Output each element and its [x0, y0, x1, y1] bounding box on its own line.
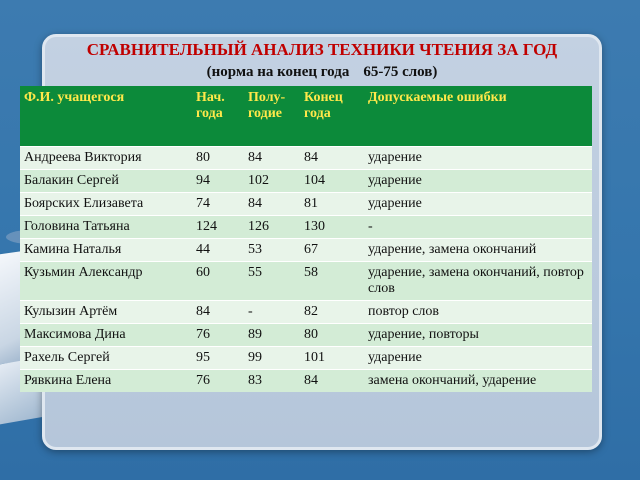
student-name: Рахель Сергей [20, 347, 192, 370]
half-score: 99 [244, 347, 300, 370]
table-row [20, 262, 592, 301]
student-name: Рявкина Елена [20, 370, 192, 393]
end-score: 58 [300, 262, 364, 301]
end-score: 104 [300, 170, 364, 193]
student-name: Кулызин Артём [20, 301, 192, 324]
start-score: 124 [192, 216, 244, 239]
errors-text: ударение, замена окончаний, повтор слов [364, 262, 592, 301]
table-row [20, 324, 592, 347]
half-score: 84 [244, 147, 300, 170]
student-name: Боярских Елизавета [20, 193, 192, 216]
student-name: Камина Наталья [20, 239, 192, 262]
end-score: 84 [300, 147, 364, 170]
errors-text: ударение, повторы [364, 324, 592, 347]
student-name: Балакин Сергей [20, 170, 192, 193]
end-score: 84 [300, 370, 364, 393]
student-name: Максимова Дина [20, 324, 192, 347]
start-score: 80 [192, 147, 244, 170]
half-score: 83 [244, 370, 300, 393]
half-score: 89 [244, 324, 300, 347]
half-score: 53 [244, 239, 300, 262]
half-score: - [244, 301, 300, 324]
errors-text: повтор слов [364, 301, 592, 324]
table-row [20, 193, 592, 216]
start-score: 60 [192, 262, 244, 301]
half-score: 102 [244, 170, 300, 193]
end-score: 101 [300, 347, 364, 370]
half-score: 126 [244, 216, 300, 239]
start-score: 74 [192, 193, 244, 216]
table-row [20, 239, 592, 262]
header-end-of-year: Конец года [300, 86, 364, 147]
slide-subtitle [42, 62, 602, 82]
student-name: Андреева Виктория [20, 147, 192, 170]
errors-text: ударение [364, 170, 592, 193]
table-row [20, 147, 592, 170]
start-score: 94 [192, 170, 244, 193]
header-student-name: Ф.И. учащегося [20, 86, 192, 147]
header-errors: Допускаемые ошибки [364, 86, 592, 147]
start-score: 76 [192, 370, 244, 393]
half-score: 55 [244, 262, 300, 301]
table-header-row [20, 86, 592, 147]
start-score: 95 [192, 347, 244, 370]
end-score: 81 [300, 193, 364, 216]
student-name: Головина Татьяна [20, 216, 192, 239]
errors-text: ударение [364, 347, 592, 370]
end-score: 67 [300, 239, 364, 262]
start-score: 84 [192, 301, 244, 324]
table-row [20, 370, 592, 393]
reading-results-table [20, 86, 592, 392]
table-row [20, 170, 592, 193]
header-start-of-year: Нач. года [192, 86, 244, 147]
errors-text: ударение [364, 147, 592, 170]
errors-text: ударение [364, 193, 592, 216]
end-score: 82 [300, 301, 364, 324]
end-score: 80 [300, 324, 364, 347]
end-score: 130 [300, 216, 364, 239]
slide-title: СРАВНИТЕЛЬНЫЙ АНАЛИЗ ТЕХНИКИ ЧТЕНИЯ ЗА ГОД [86, 40, 558, 59]
subtitle-norm: 65-75 слов) [363, 64, 438, 80]
table-row [20, 347, 592, 370]
subtitle-prefix: (норма на конец года [206, 64, 350, 80]
errors-text: - [364, 216, 592, 239]
table-row [20, 301, 592, 324]
start-score: 76 [192, 324, 244, 347]
student-name: Кузьмин Александр [20, 262, 192, 301]
errors-text: замена окончаний, ударение [364, 370, 592, 393]
header-half-year: Полу- годие [244, 86, 300, 147]
start-score: 44 [192, 239, 244, 262]
table-row [20, 216, 592, 239]
half-score: 84 [244, 193, 300, 216]
errors-text: ударение, замена окончаний [364, 239, 592, 262]
